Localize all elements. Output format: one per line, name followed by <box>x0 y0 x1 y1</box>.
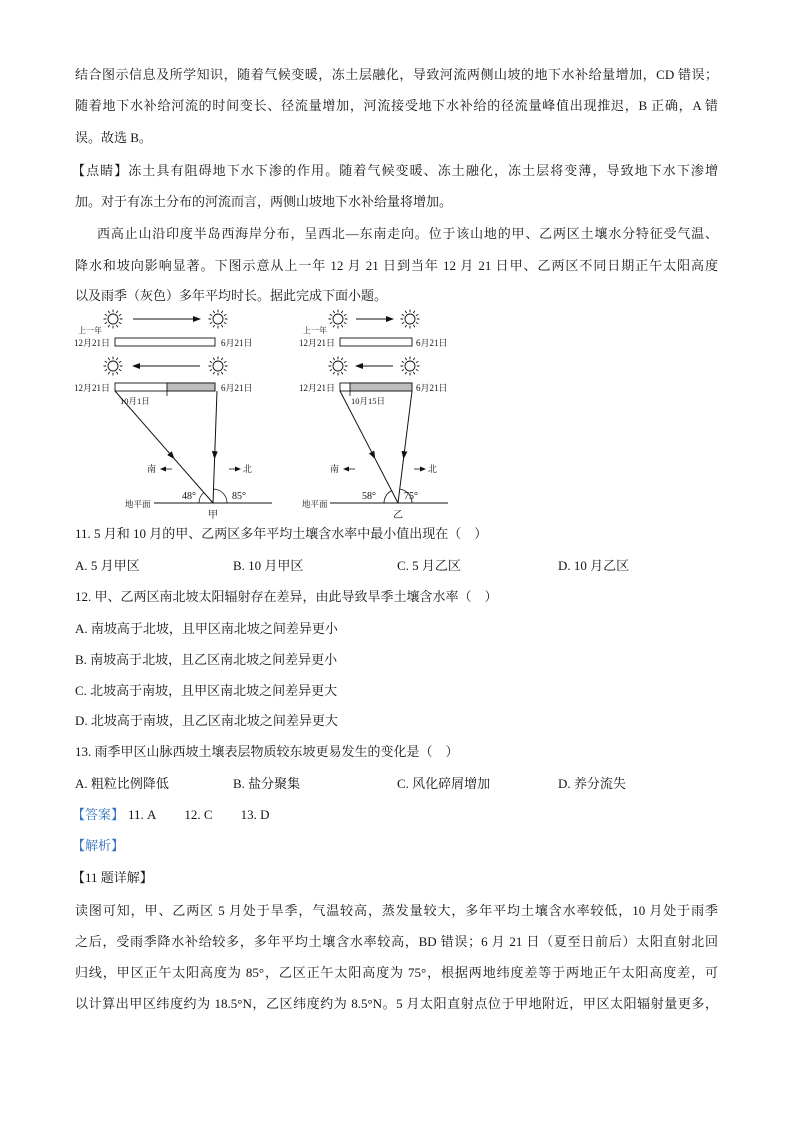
question-12-option-b: B. 南坡高于北坡，且乙区南北坡之间差异更小 <box>75 652 338 667</box>
analysis-label: 【解析】 <box>72 838 125 853</box>
site-a-winter-sun-ray <box>115 391 213 503</box>
question-12-option-a: A. 南坡高于北坡，且甲区南北坡之间差异更小 <box>75 621 338 636</box>
site-a-ground-label: 地平面 <box>125 499 151 509</box>
detail-11-title: 【11 题详解】 <box>72 870 153 885</box>
site-a-south-angle: 48° <box>182 491 196 502</box>
site-a-south-label: 南 <box>147 464 157 474</box>
detail-11-line-1: 读图可知，甲、乙两区 5 月处于旱季，气温较高，蒸发量较大，多年平均土壤含水率较低，10 月处于雨季 <box>75 903 718 918</box>
prev-analysis-line-1: 结合图示信息及所学知识，随着气候变暖，冻土层融化，导致河流两侧山坡的地下水补给量增加，CD 错误； <box>75 67 718 82</box>
question-11-option-c: C. 5 月乙区 <box>397 558 461 573</box>
sun-icon <box>401 357 420 376</box>
site-a-dec21-top-label: 12月21日 <box>74 338 111 348</box>
site-a-rain-end-label: 10月1日 <box>120 396 150 406</box>
answer-label: 【答案】 <box>72 807 125 822</box>
sun-icon <box>329 357 348 376</box>
site-b-south-label: 南 <box>330 464 340 474</box>
answer-line <box>72 805 718 825</box>
question-13-option-c: C. 风化碎屑增加 <box>397 776 491 791</box>
question-13-stem: 13. 雨季甲区山脉西坡土壤表层物质较东坡更易发生的变化是（ ） <box>75 744 459 759</box>
site-b-jun21-top-label: 6月21日 <box>416 338 448 348</box>
site-a-north-angle: 85° <box>232 491 246 502</box>
sun-icon <box>104 310 123 329</box>
question-11-option-d: D. 10 月乙区 <box>558 558 630 573</box>
site-b-summer-sun-ray <box>398 391 412 503</box>
site-b-north-label: 北 <box>428 464 438 474</box>
question-12-option-d: D. 北坡高于南坡，且乙区南北坡之间差异更大 <box>75 713 338 728</box>
site-a-rainy-season-fill <box>167 383 215 391</box>
site-b-rainy-season-fill <box>350 383 412 391</box>
site-b-rain-end-label: 10月15日 <box>351 396 386 406</box>
tip-text-1: 冻土具有阻碍地下水下渗的作用。随着气候变暖、冻土融化，冻土层将变薄，导致地下水下渗增 <box>128 163 718 178</box>
site-a-jun21-top-label: 6月21日 <box>221 338 253 348</box>
site-a-diagram <box>74 310 272 522</box>
question-12-stem: 12. 甲、乙两区南北坡太阳辐射存在差异，由此导致旱季土壤含水率（ ） <box>75 589 498 604</box>
site-b-first-half-bar <box>340 338 412 346</box>
site-a-prev-year-label: 上一年 <box>78 326 102 335</box>
detail-11-line-2: 之后，受雨季降水补给较多，多年平均土壤含水率较高，BD 错误；6 月 21 日（夏至日前后）太阳直射北回 <box>75 934 718 949</box>
question-13-option-a: A. 粗粒比例降低 <box>75 776 169 791</box>
site-b-diagram <box>299 310 448 522</box>
tip-label: 【点睛】 <box>72 163 129 178</box>
question-11-option-a: A. 5 月甲区 <box>75 558 140 573</box>
site-b-dec21-bottom-label: 12月21日 <box>299 383 336 393</box>
prev-analysis-line-2: 随着地下水补给河流的时间变长、径流量增加，河流接受地下水补给的径流量峰值出现推迟，B 正确，A 错 <box>75 98 718 113</box>
sun-icon <box>209 310 228 329</box>
site-b-dec21-top-label: 12月21日 <box>299 338 336 348</box>
site-a-summer-sun-ray <box>213 391 217 503</box>
site-a-north-angle-arc <box>214 489 228 503</box>
sun-icon <box>209 357 228 376</box>
detail-11-line-4: 以计算出甲区纬度约为 18.5°N，乙区纬度约为 8.5°N。5 月太阳直射点位于甲地附近，甲区太阳辐射量更多， <box>75 996 718 1011</box>
prev-analysis-line-3: 误。故选 B。 <box>75 130 152 145</box>
sun-altitude-diagram <box>60 305 470 525</box>
detail-11-line-3: 归线，甲区正午太阳高度为 85°，乙区正午太阳高度为 75°，根据两地纬度差等于两地正午太阳高度差，可 <box>75 965 718 980</box>
sun-icon <box>401 310 420 329</box>
question-13-option-d: D. 养分流失 <box>558 776 626 791</box>
sun-icon <box>329 310 348 329</box>
sun-icon <box>104 357 123 376</box>
question-13-option-b: B. 盐分聚集 <box>233 776 301 791</box>
site-b-jun21-bottom-label: 6月21日 <box>416 383 448 393</box>
site-a-north-label: 北 <box>243 464 253 474</box>
tip-line-1 <box>72 161 718 181</box>
site-b-winter-sun-ray <box>340 391 398 503</box>
stem-line-1: 西高止山沿印度半岛西海岸分布，呈西北—东南走向。位于该山地的甲、乙两区土壤水分特征受气温、 <box>97 226 718 241</box>
answer-item-11: 11. A <box>128 807 157 822</box>
stem-line-3: 以及雨季（灰色）多年平均时长。据此完成下面小题。 <box>75 288 388 303</box>
answer-item-12: 12. C <box>184 807 213 822</box>
site-b-prev-year-label: 上一年 <box>303 326 327 335</box>
site-a-first-half-bar <box>115 338 215 346</box>
site-b-south-angle-arc <box>384 491 392 503</box>
site-a-south-angle-arc <box>199 493 204 504</box>
site-b-north-angle: 75° <box>404 491 418 502</box>
site-a-jun21-bottom-label: 6月21日 <box>221 383 253 393</box>
question-11-option-b: B. 10 月甲区 <box>233 558 304 573</box>
site-b-south-angle: 58° <box>362 491 376 502</box>
site-b-name: 乙 <box>393 510 403 521</box>
site-b-ground-label: 地平面 <box>302 499 328 509</box>
question-11-stem: 11. 5 月和 10 月的甲、乙两区多年平均土壤含水率中最小值出现在（ ） <box>75 526 488 541</box>
site-a-name: 甲 <box>208 510 218 521</box>
tip-line-2: 加。对于有冻土分布的河流而言，两侧山坡地下水补给量将增加。 <box>75 194 453 209</box>
question-12-option-c: C. 北坡高于南坡，且甲区南北坡之间差异更大 <box>75 683 338 698</box>
stem-line-2: 降水和坡向影响显著。下图示意从上一年 12 月 21 日到当年 12 月 21 日甲、乙两区不同日期正午太阳高度 <box>75 258 718 273</box>
site-a-dec21-bottom-label: 12月21日 <box>74 383 111 393</box>
answer-item-13: 13. D <box>240 807 270 822</box>
